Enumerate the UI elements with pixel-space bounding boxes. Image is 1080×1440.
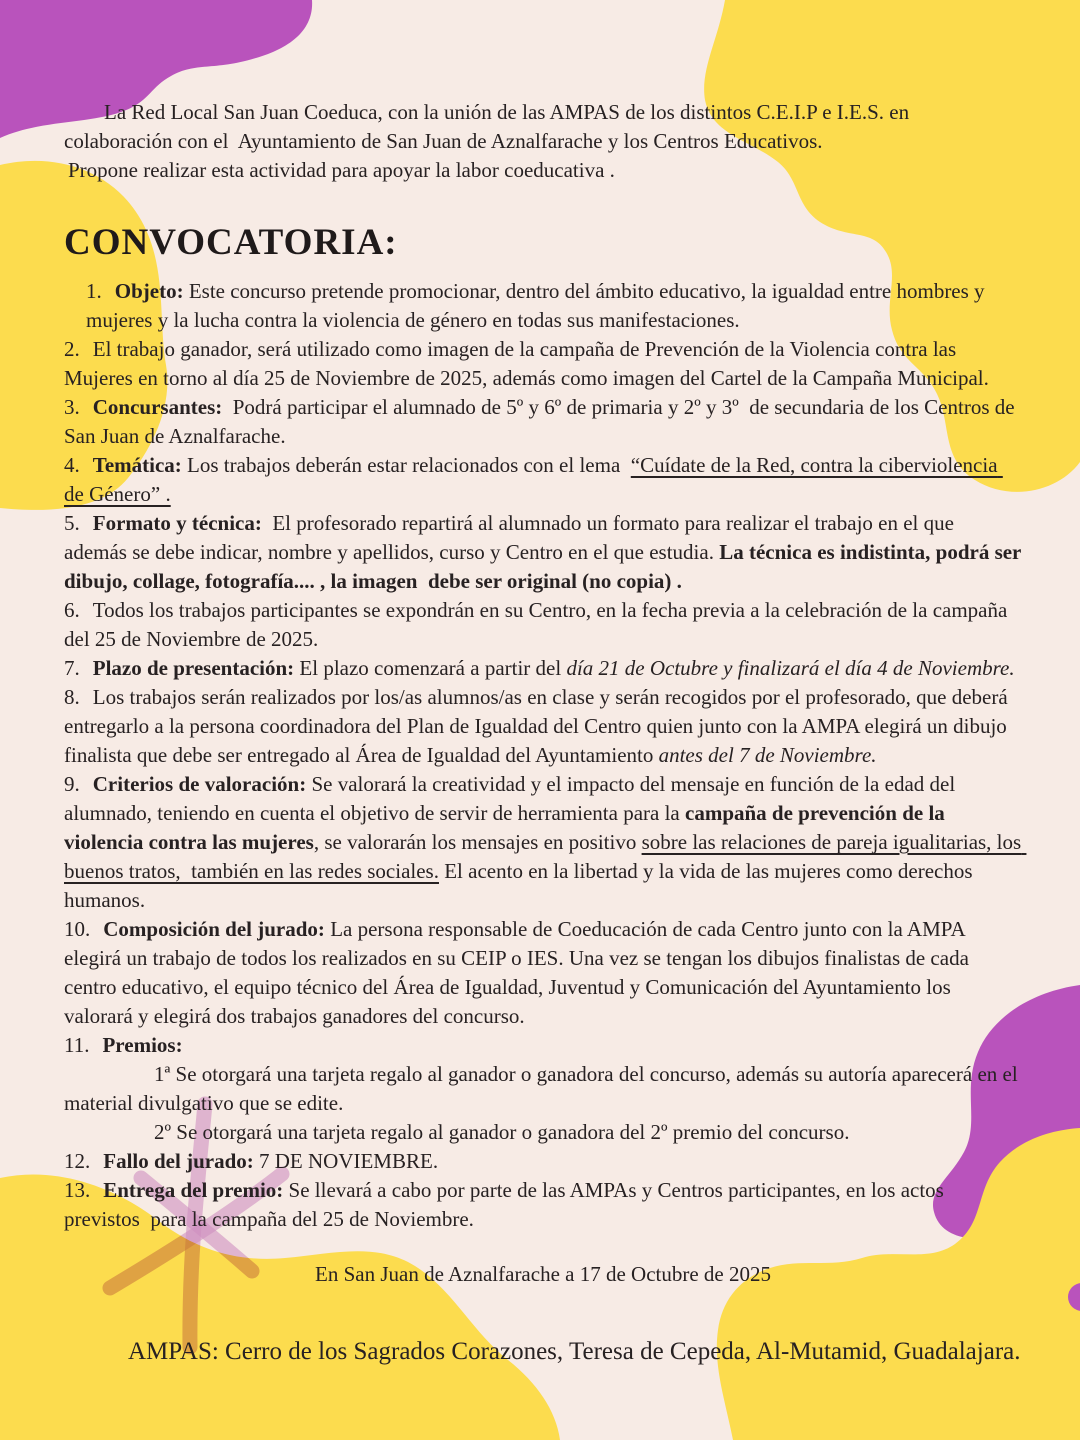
list-item <box>64 335 1022 393</box>
text-run: Plazo de presentación: <box>92 656 295 680</box>
text-run: Formato y técnica: <box>92 511 262 535</box>
text-run: 2º Se otorgará una tarjeta regalo al ganador o ganadora del 2º premio del concurso. <box>154 1120 850 1144</box>
text-run: La técnica es indistinta, podrá ser dibujo, collage, fotografía.... , la imagen debe ser original (no copia) . <box>64 540 1027 593</box>
text-run: El acento en la libertad y la vida de las mujeres como derechos humanos. <box>64 859 978 912</box>
text-run: antes del 7 de Noviembre. <box>658 743 877 767</box>
intro-paragraph-1: La Red Local San Juan Coeduca, con la unión de las AMPAS de los distintos C.E.I.P e I.E.S. en colaboración con el Ayuntamiento de San Juan de Aznalfarache y los Centros Educativos. <box>64 100 915 153</box>
text-run: Este concurso pretende promocionar, dentro del ámbito educativo, la igualdad entre hombres y mujeres y la lucha contra la violencia de género en todas sus manifestaciones. <box>86 279 990 332</box>
item-number: 9. <box>64 772 80 796</box>
item-number: 1. <box>86 279 102 303</box>
list-item <box>64 654 1022 683</box>
text-run: día 21 de Octubre y finalizará el día 4 de Noviembre. <box>566 656 1015 680</box>
item-number: 11. <box>64 1033 90 1057</box>
item-number: 13. <box>64 1178 91 1202</box>
text-run: Los trabajos serán realizados por los/as alumnos/as en clase y serán recogidos por el profesorado, que deberá entregarlo a la persona coordinadora del Plan de Igualdad del Centro quien junto con la AMPA elegirá un dibujo finalista que debe ser entregado al Área de Igualdad del Ayuntamiento <box>64 685 1013 767</box>
text-run: “Cuídate de la Red, contra la ciberviolencia de Género” . <box>64 453 1003 506</box>
text-run: Entrega del premio: <box>103 1178 284 1202</box>
item-number: 12. <box>64 1149 91 1173</box>
text-run: 1ª Se otorgará una tarjeta regalo al ganador o ganadora del concurso, además su autoría aparecerá en el material divulgativo que se edite. <box>64 1062 1023 1115</box>
list-item <box>64 1060 1022 1118</box>
item-number: 5. <box>64 511 80 535</box>
text-run: Criterios de valoración: <box>92 772 307 796</box>
list-item <box>64 1147 1022 1176</box>
item-number: 6. <box>64 598 80 622</box>
item-number: 4. <box>64 453 80 477</box>
item-number: 2. <box>64 337 80 361</box>
text-run: Los trabajos deberán estar relacionados con el lema <box>181 453 631 477</box>
list-item <box>64 683 1022 770</box>
text-run: Temática: <box>92 453 182 477</box>
text-run: sobre las relaciones de pareja igualitarias, los buenos tratos, también en las redes sociales. <box>64 830 1027 883</box>
intro-paragraph-2: Propone realizar esta actividad para apoyar la labor coeducativa . <box>68 158 615 182</box>
text-run: La persona responsable de Coeducación de cada Centro junto con la AMPA elegirá un trabajo de todos los realizados en su CEIP o IES. Una vez se tengan los dibujos finalistas de cada centro educativo, el equipo técnico del Área de Igualdad, Juventud y Comunicación del Ayuntamiento los valorará y elegirá dos trabajos ganadores del concurso. <box>64 917 975 1028</box>
text-run: El plazo comenzará a partir del <box>294 656 567 680</box>
text-run: Composición del jurado: <box>103 917 325 941</box>
list-item <box>64 393 1022 451</box>
item-number: 3. <box>64 395 80 419</box>
list-item <box>64 1118 1022 1147</box>
list-item <box>64 770 1027 915</box>
items-container <box>64 277 1027 1234</box>
list-item <box>64 1031 1022 1060</box>
text-run: Se valorará la creatividad y el impacto del mensaje en función de la edad del alumnado, teniendo en cuenta el objetivo de servir de herramienta para la <box>64 772 961 825</box>
list-item <box>64 509 1027 596</box>
text-run: Todos los trabajos participantes se expondrán en su Centro, en la fecha previa a la celebración de la campaña del 25 de Noviembre de 2025. <box>64 598 1013 651</box>
list-item <box>64 451 1022 509</box>
text-run: Se llevará a cabo por parte de las AMPAs y Centros participantes, en los actos previstos para la campaña del 25 de Noviembre. <box>64 1178 950 1231</box>
text-run: , se valorarán los mensajes en positivo <box>313 830 642 854</box>
ampas-line: AMPAS: Cerro de los Sagrados Corazones, Teresa de Cepeda, Al-Mutamid, Guadalajara. <box>128 1338 1021 1365</box>
list-item <box>64 915 1022 1031</box>
list-item <box>64 277 1022 335</box>
text-run: El profesorado repartirá al alumnado un formato para realizar el trabajo en el que además se debe indicar, nombre y apellidos, curso y Centro en el que estudia. <box>64 511 960 564</box>
item-number: 8. <box>64 685 80 709</box>
text-run: 7 DE NOVIEMBRE. <box>253 1149 439 1173</box>
list-item <box>64 1176 1022 1234</box>
list-item <box>64 596 1022 654</box>
item-number: 7. <box>64 656 80 680</box>
text-run: El trabajo ganador, será utilizado como imagen de la campaña de Prevención de la Violencia contra las Mujeres en torno al día 25 de Noviembre de 2025, además como imagen del Cartel de la Campaña Municipal. <box>64 337 989 390</box>
page-title: CONVOCATORIA: <box>64 222 398 263</box>
text-run: Fallo del jurado: <box>103 1149 254 1173</box>
date-line: En San Juan de Aznalfarache a 17 de Octubre de 2025 <box>315 1262 771 1286</box>
item-number: 10. <box>64 917 91 941</box>
text-run: Podrá participar el alumnado de 5º y 6º de primaria y 2º y 3º de secundaria de los Centros de San Juan de Aznalfarache. <box>64 395 1020 448</box>
text-run: campaña de prevención de la violencia contra las mujeres <box>64 801 951 854</box>
text-run: Premios: <box>102 1033 183 1057</box>
text-run: Objeto: <box>114 279 184 303</box>
text-run: Concursantes: <box>92 395 223 419</box>
